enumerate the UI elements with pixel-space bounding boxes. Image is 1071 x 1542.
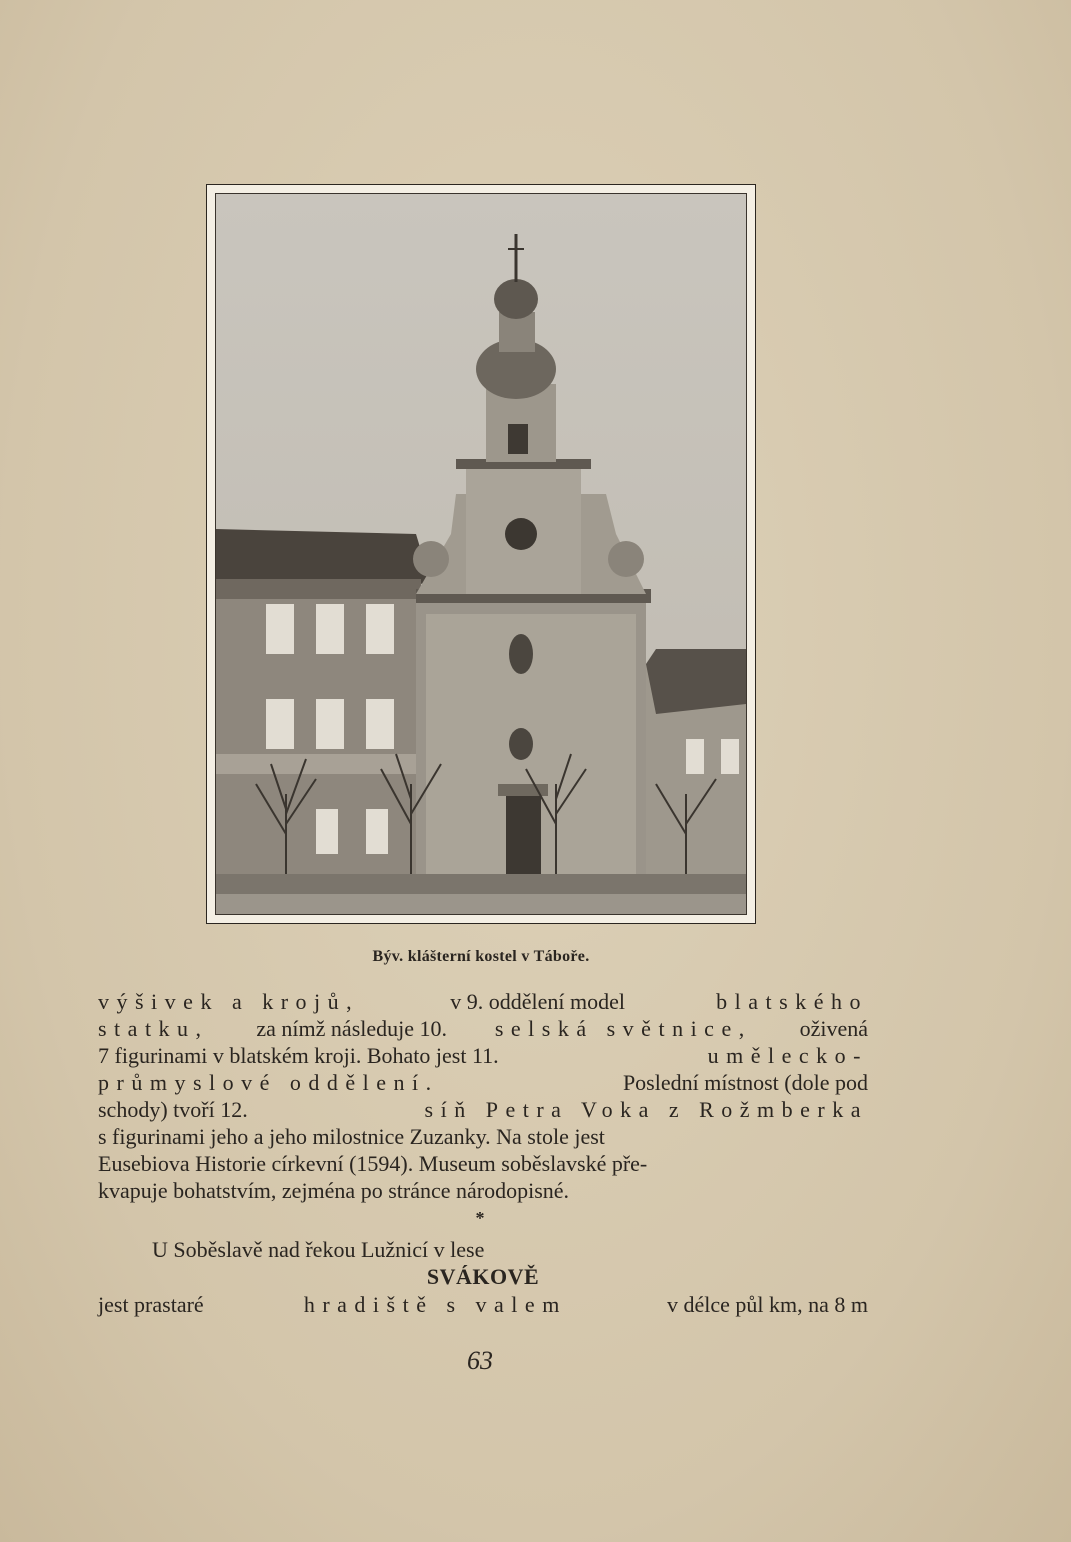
text-segment: oživená: [799, 1016, 868, 1041]
section-intro: U Soběslavě nad řekou Lužnicí v lese: [152, 1237, 485, 1262]
text-line: [98, 1177, 868, 1204]
page-number: 63: [467, 1346, 493, 1375]
text-segment: v 9. oddělení model: [450, 989, 626, 1014]
text-line: [98, 1150, 868, 1177]
text-segment: selská světnice,: [494, 1016, 752, 1041]
text-segment: Eusebiova Historie církevní (1594). Museum soběslavské pře-: [98, 1151, 648, 1176]
text-segment: statku,: [98, 1016, 209, 1041]
text-segment: Poslední místnost (dole pod: [622, 1070, 868, 1095]
church-illustration: [216, 194, 746, 914]
text-segment: výšivek a krojů,: [98, 989, 360, 1014]
text-segment: 7 figurinami v blatském kroji. Bohato jest 11.: [98, 1043, 499, 1068]
section-separator: *: [475, 1208, 485, 1228]
text-line: [98, 1069, 868, 1096]
photo-frame: [206, 184, 756, 924]
text-segment: s figurinami jeho a jeho milostnice Zuzanky. Na stole jest: [98, 1124, 605, 1149]
text-segment: umělecko-: [707, 1043, 868, 1068]
text-segment: hradiště s valem: [303, 1292, 567, 1317]
paragraph-museum: [98, 988, 868, 1204]
text-segment: průmyslové oddělení.: [98, 1070, 439, 1095]
text-segment: blatského: [716, 989, 868, 1014]
text-line: [98, 1042, 868, 1069]
text-segment: kvapuje bohatstvím, zejména po stránce národopisné.: [98, 1178, 570, 1203]
text-segment: za nímž následuje 10.: [256, 1016, 448, 1041]
text-line: [98, 1123, 868, 1150]
text-line: [98, 1096, 868, 1123]
text-segment: v délce půl km, na 8 m: [666, 1292, 868, 1317]
church-photograph: [215, 193, 747, 915]
section-text-line: [98, 1291, 868, 1318]
text-segment: schody) tvoří 12.: [98, 1097, 248, 1122]
text-line: [98, 988, 868, 1015]
figure-caption: Býv. klášterní kostel v Táboře.: [372, 948, 590, 965]
text-line: [98, 1015, 868, 1042]
text-segment: jest prastaré: [98, 1292, 204, 1317]
section-heading: SVÁKOVĚ: [426, 1264, 540, 1289]
text-segment: síň Petra Voka z Rožmberka: [424, 1097, 868, 1122]
